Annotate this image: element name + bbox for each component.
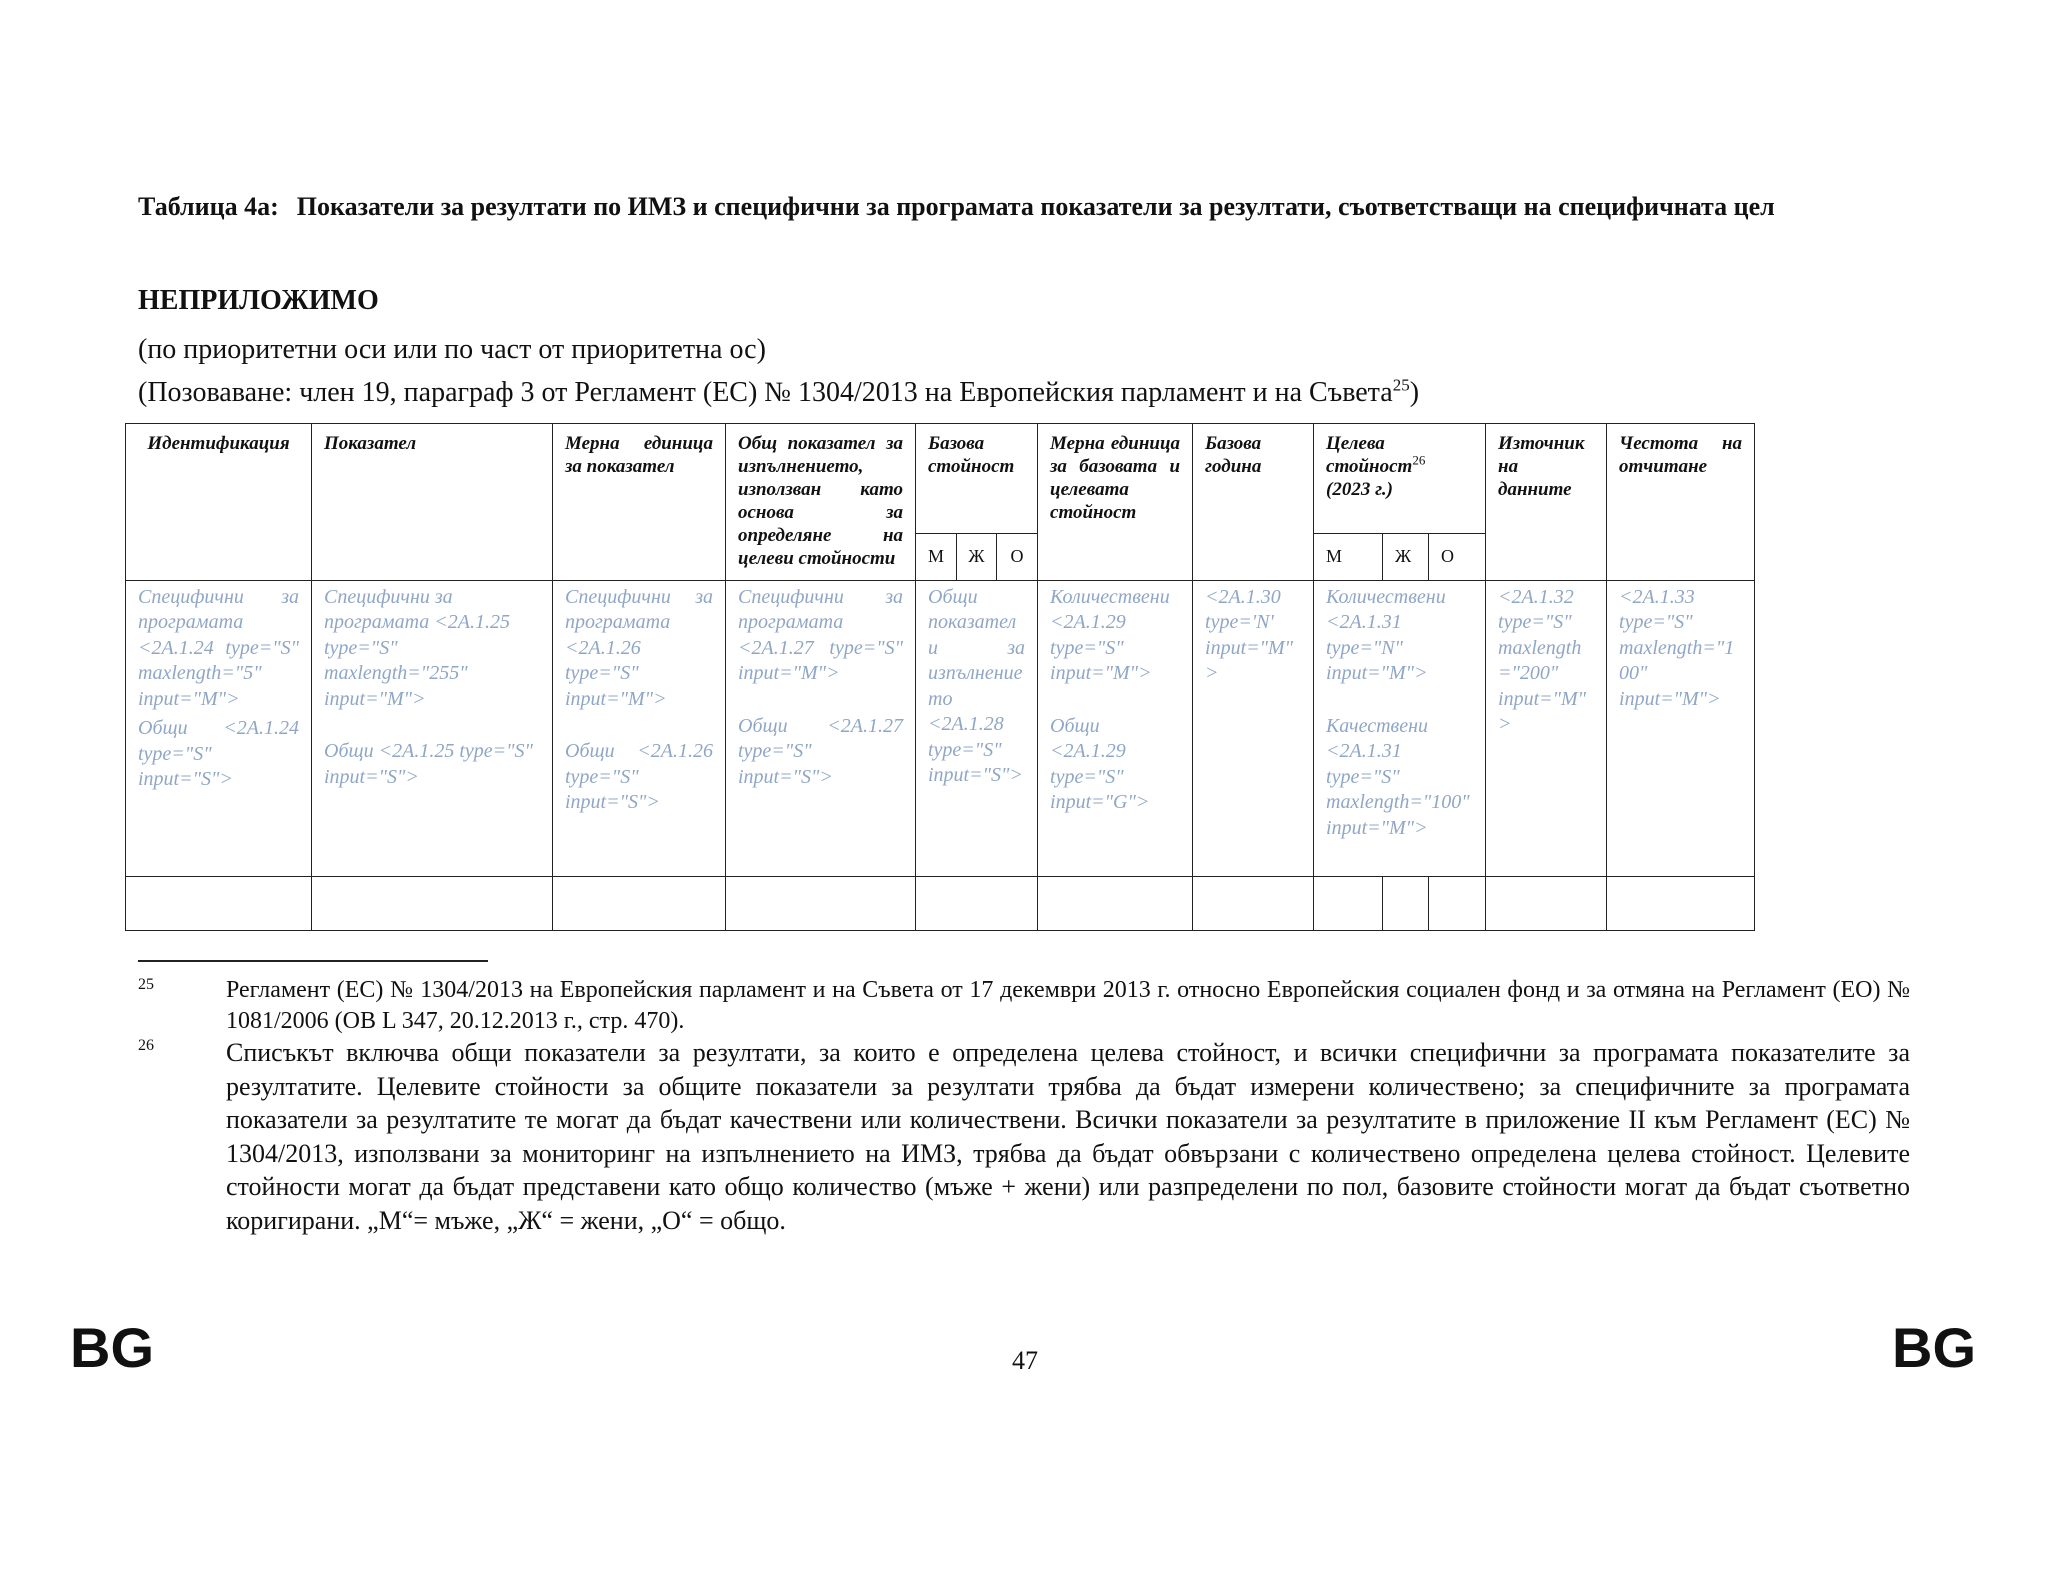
header-base-year: Базова година	[1193, 424, 1314, 581]
empty-cell[interactable]	[1429, 877, 1486, 931]
footnote-text: Списъкът включва общи показатели за резултати, за които е определена целева стойност, и всички специфични за програмата показателите за резултатите. Целевите стойности за общите показатели за резултати трябва да бъдат измерени количествено; за специфичните за програмата показатели за резултатите те могат да бъдат качествени или количествени. Всички показатели за резултатите в приложение II към Регламент (ЕС) № 1304/2013, използвани за мониторинг на изпълнението на ИМЗ, трябва да бъдат обвързани с количествено определена целева стойност. Целевите стойности могат да бъдат представени като общо количество (мъже + жени) или разпределени по пол, базовите стойности могат да бъдат съответно коригирани. „М“= мъже, „Ж“ = жени, „О“ = общо.	[226, 1038, 1910, 1235]
field-indicator-specific[interactable]: Специфични за програмата <2А.1.25 type="S" maxlength="255" input="M">	[324, 585, 510, 710]
field-source[interactable]: <2А.1.32 type="S" maxlength ="200" input="M">	[1498, 585, 1587, 736]
cell-frequency	[1607, 580, 1755, 877]
field-frequency[interactable]: <2А.1.33 type="S" maxlength="100" input="M">	[1619, 585, 1735, 710]
cell-unit	[553, 580, 726, 877]
baseline-o: О	[997, 533, 1038, 580]
table-title-text: Показатели за резултати по ИМЗ и специфични за програмата показатели за резултати, съответстващи на специфичната цел	[296, 192, 1775, 221]
language-code-right: BG	[1892, 1316, 1976, 1379]
footnote-text: Регламент (ЕС) № 1304/2013 на Европейския парламент и на Съвета от 17 декември 2013 г. относно Европейския социален фонд и за отмяна на Регламент (ЕО) № 1081/2006 (ОВ L 347, 20.12.2013 г., стр. 470).	[226, 977, 1910, 1034]
field-unit-baseline-quant[interactable]: Количествени <2А.1.29 type="S" input="M">	[1050, 585, 1170, 685]
field-indicator-common[interactable]: Общи <2А.1.25 type="S" input="S">	[324, 740, 533, 788]
scope-line: (по приоритетни оси или по част от приоритетна ос)	[138, 334, 766, 365]
footnote-ref-25[interactable]: 25	[1392, 375, 1410, 395]
cell-baseline	[916, 580, 1038, 877]
empty-cell[interactable]	[126, 877, 312, 931]
target-zh: Ж	[1383, 533, 1429, 580]
empty-cell[interactable]	[916, 877, 1038, 931]
header-target-label: Целева стойност	[1326, 433, 1413, 477]
footnote-25	[138, 975, 1910, 1037]
cell-base-year	[1193, 580, 1314, 877]
empty-cell[interactable]	[312, 877, 553, 931]
cell-source	[1486, 580, 1607, 877]
table-title	[138, 190, 1778, 224]
field-base-year[interactable]: <2А.1.30 type='N' input="M">	[1205, 585, 1294, 685]
language-code-left: BG	[70, 1316, 154, 1379]
field-unit-baseline-common[interactable]: Общи <2А.1.29 type="S" input="G">	[1050, 714, 1150, 814]
empty-cell[interactable]	[1038, 877, 1193, 931]
header-target	[1314, 424, 1486, 534]
baseline-zh: Ж	[957, 533, 997, 580]
target-m: М	[1314, 533, 1383, 580]
header-baseline: Базова стойност	[916, 424, 1038, 534]
table-title-lead: Таблица 4а:	[138, 192, 279, 221]
header-identification: Идентификация	[126, 424, 312, 581]
field-id-specific[interactable]: Специфични за програмата <2А.1.24 type="S" maxlength="5" input="M">	[138, 585, 299, 710]
target-o: О	[1429, 533, 1486, 580]
cell-indicator	[312, 580, 553, 877]
reference-line	[138, 376, 1419, 410]
baseline-m: М	[916, 533, 957, 580]
cell-identification	[126, 580, 312, 877]
empty-cell[interactable]	[553, 877, 726, 931]
result-indicators-table	[125, 423, 1755, 931]
field-target-qual[interactable]: Качествени <2А.1.31 type="S" maxlength="100" input="M">	[1326, 714, 1470, 839]
header-source: Източник на данните	[1486, 424, 1607, 581]
field-unit-specific[interactable]: Специфични за програмата <2А.1.26 type="S" input="M">	[565, 585, 713, 710]
footnote-divider	[138, 960, 488, 962]
reference-close: )	[1409, 377, 1420, 408]
footnote-ref-26[interactable]: 26	[1412, 452, 1426, 468]
footnote-number: 25	[138, 976, 154, 993]
header-indicator: Показател	[312, 424, 553, 581]
field-target-quant[interactable]: Количествени <2А.1.31 type="N" input="M">	[1326, 585, 1446, 685]
footnote-number: 26	[138, 1037, 154, 1054]
page-number: 47	[1012, 1346, 1038, 1375]
cell-common-indicator	[726, 580, 916, 877]
header-common-indicator: Общ показател за изпълнението, използван като основа за определяне на целеви стойности	[726, 424, 916, 581]
cell-unit-baseline	[1038, 580, 1193, 877]
cell-target	[1314, 580, 1486, 877]
field-common-common[interactable]: Общи <2А.1.27 type="S" input="S">	[738, 714, 903, 788]
field-baseline[interactable]: Общи показатели за изпълнението <2А.1.28 type="S" input="S">	[928, 585, 1026, 787]
field-common-specific[interactable]: Специфични за програмата <2А.1.27 type="S" input="M">	[738, 585, 903, 685]
empty-cell[interactable]	[1607, 877, 1755, 931]
empty-cell[interactable]	[1314, 877, 1383, 931]
not-applicable-label: НЕПРИЛОЖИМО	[138, 285, 379, 316]
header-unit-baseline: Мерна единица за базовата и целевата стойност	[1038, 424, 1193, 581]
empty-cell[interactable]	[1193, 877, 1314, 931]
empty-cell[interactable]	[1486, 877, 1607, 931]
field-id-common[interactable]: Общи <2А.1.24 type="S" input="S">	[138, 717, 299, 791]
field-unit-common[interactable]: Общи <2А.1.26 type="S" input="S">	[565, 740, 713, 814]
header-unit: Мерна единица за показател	[553, 424, 726, 581]
reference-text: (Позоваване: член 19, параграф 3 от Регламент (ЕС) № 1304/2013 на Европейския парламент и на Съвета	[138, 377, 1393, 408]
empty-cell[interactable]	[726, 877, 916, 931]
header-target-year: (2023 г.)	[1326, 479, 1393, 500]
header-frequency: Честота на отчитане	[1607, 424, 1755, 581]
empty-cell[interactable]	[1383, 877, 1429, 931]
footnote-26	[138, 1036, 1910, 1237]
